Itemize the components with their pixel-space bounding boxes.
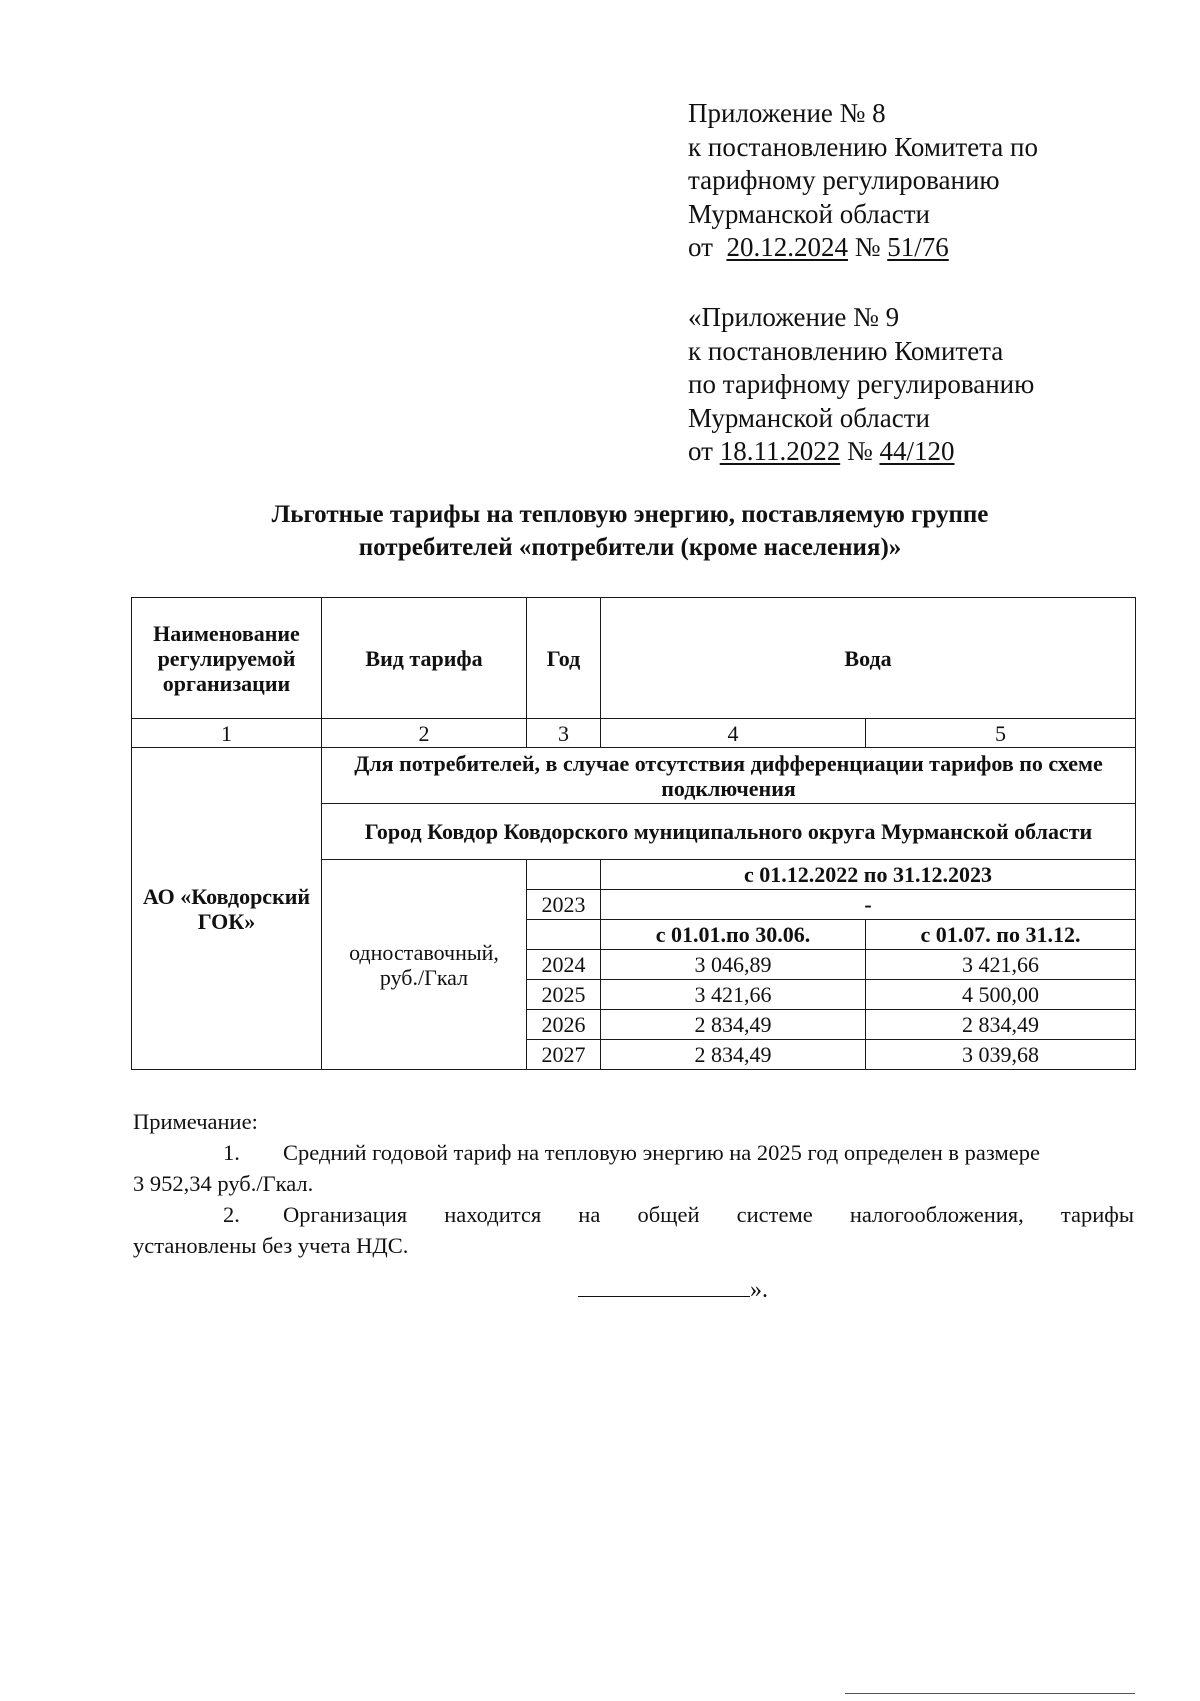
- year-cell: 2026: [527, 1010, 601, 1040]
- closing-quote: ».: [750, 1277, 768, 1303]
- appendix-9-line-4: Мурманской области: [688, 402, 930, 433]
- notes-block: [133, 1106, 1134, 1261]
- header-organization: Наименование регулируемой организации: [132, 598, 322, 719]
- appendix-8-no-sign: №: [854, 232, 881, 262]
- document-title-line-2: потребителей «потребители (кроме населения)»: [358, 534, 902, 561]
- appendix-8-line-3: тарифному регулированию: [688, 165, 1000, 195]
- page-bottom-rule: [845, 1693, 1135, 1694]
- appendix-9-block: [688, 301, 1034, 469]
- note-item-2: [133, 1199, 1134, 1230]
- appendix-9-no-sign: №: [846, 436, 873, 466]
- appendix-8-number: 51/76: [887, 232, 949, 262]
- empty-year-cell: [527, 860, 601, 890]
- value-h2: 3 039,68: [866, 1040, 1136, 1070]
- appendix-8-block: [688, 97, 1038, 265]
- column-number-row: [132, 719, 1136, 748]
- appendix-9-date: 18.11.2022: [719, 436, 841, 466]
- organization-name: АО «Ковдорский ГОК»: [132, 748, 322, 1070]
- appendix-9-title: «Приложение № 9: [688, 302, 900, 332]
- document-title-line-1: Льготные тарифы на тепловую энергию, поставляемую группе: [271, 501, 989, 528]
- appendix-8-line-4: Мурманской области: [688, 198, 930, 229]
- year-cell: 2027: [527, 1040, 601, 1070]
- closing-line: [578, 1277, 768, 1304]
- column-number: 2: [322, 719, 527, 748]
- value-h2: 4 500,00: [866, 980, 1136, 1010]
- table-header-row: [132, 598, 1136, 719]
- appendix-9-line-2: к постановлению Комитета: [688, 335, 1004, 366]
- notes-heading: Примечание:: [133, 1109, 258, 1134]
- value-2023: -: [601, 890, 1136, 920]
- tariff-table: [131, 597, 1136, 1070]
- value-h1: 2 834,49: [601, 1010, 866, 1040]
- column-number: 1: [132, 719, 322, 748]
- closing-blank-line: [578, 1278, 750, 1297]
- year-cell: 2024: [527, 950, 601, 980]
- header-tariff-type: Вид тарифа: [322, 598, 527, 719]
- note-item-1-text: Средний годовой тариф на тепловую энергию на 2025 год определен в размере: [283, 1140, 1040, 1165]
- appendix-8-title: Приложение № 8: [688, 98, 886, 128]
- note-item-1-continuation: 3 952,34 руб./Гкал.: [133, 1171, 314, 1196]
- period-h1-label: с 01.01.по 30.06.: [601, 920, 866, 950]
- appendix-8-date: 20.12.2024: [726, 232, 848, 262]
- appendix-8-from: от: [688, 232, 713, 262]
- group-row: [132, 748, 1136, 804]
- value-h1: 3 046,89: [601, 950, 866, 980]
- note-item-1: [133, 1137, 1134, 1168]
- value-h2: 3 421,66: [866, 950, 1136, 980]
- year-cell: 2023: [527, 890, 601, 920]
- note-item-1-number: 1.: [223, 1140, 240, 1165]
- period-2023-label: с 01.12.2022 по 31.12.2023: [601, 860, 1136, 890]
- column-number: 5: [866, 719, 1136, 748]
- period-h2-label: с 01.07. по 31.12.: [866, 920, 1136, 950]
- year-cell: 2025: [527, 980, 601, 1010]
- appendix-9-number: 44/120: [879, 436, 955, 466]
- appendix-8-line-2: к постановлению Комитета по: [688, 131, 1038, 162]
- note-item-2-text: Организация находится на общей системе налогообложения, тарифы: [283, 1202, 1134, 1227]
- value-h1: 2 834,49: [601, 1040, 866, 1070]
- appendix-9-from: от: [688, 436, 713, 466]
- header-water: Вода: [601, 598, 1136, 719]
- note-item-2-number: 2.: [223, 1202, 240, 1227]
- column-number: 3: [527, 719, 601, 748]
- appendix-9-date-line: [688, 435, 1034, 469]
- empty-year-cell: [527, 920, 601, 950]
- tariff-kind: одноставочный, руб./Гкал: [322, 860, 527, 1070]
- value-h1: 3 421,66: [601, 980, 866, 1010]
- header-year: Год: [527, 598, 601, 719]
- note-item-2-continuation: установлены без учета НДС.: [133, 1233, 409, 1258]
- value-h2: 2 834,49: [866, 1010, 1136, 1040]
- consumer-group-label: Для потребителей, в случае отсутствия дифференциации тарифов по схеме подключения: [322, 748, 1136, 804]
- column-number: 4: [601, 719, 866, 748]
- location-label: Город Ковдор Ковдорского муниципального округа Мурманской области: [322, 804, 1136, 860]
- document-title: [130, 498, 1130, 564]
- appendix-8-date-line: [688, 231, 1038, 265]
- appendix-9-line-3: по тарифному регулированию: [688, 369, 1035, 399]
